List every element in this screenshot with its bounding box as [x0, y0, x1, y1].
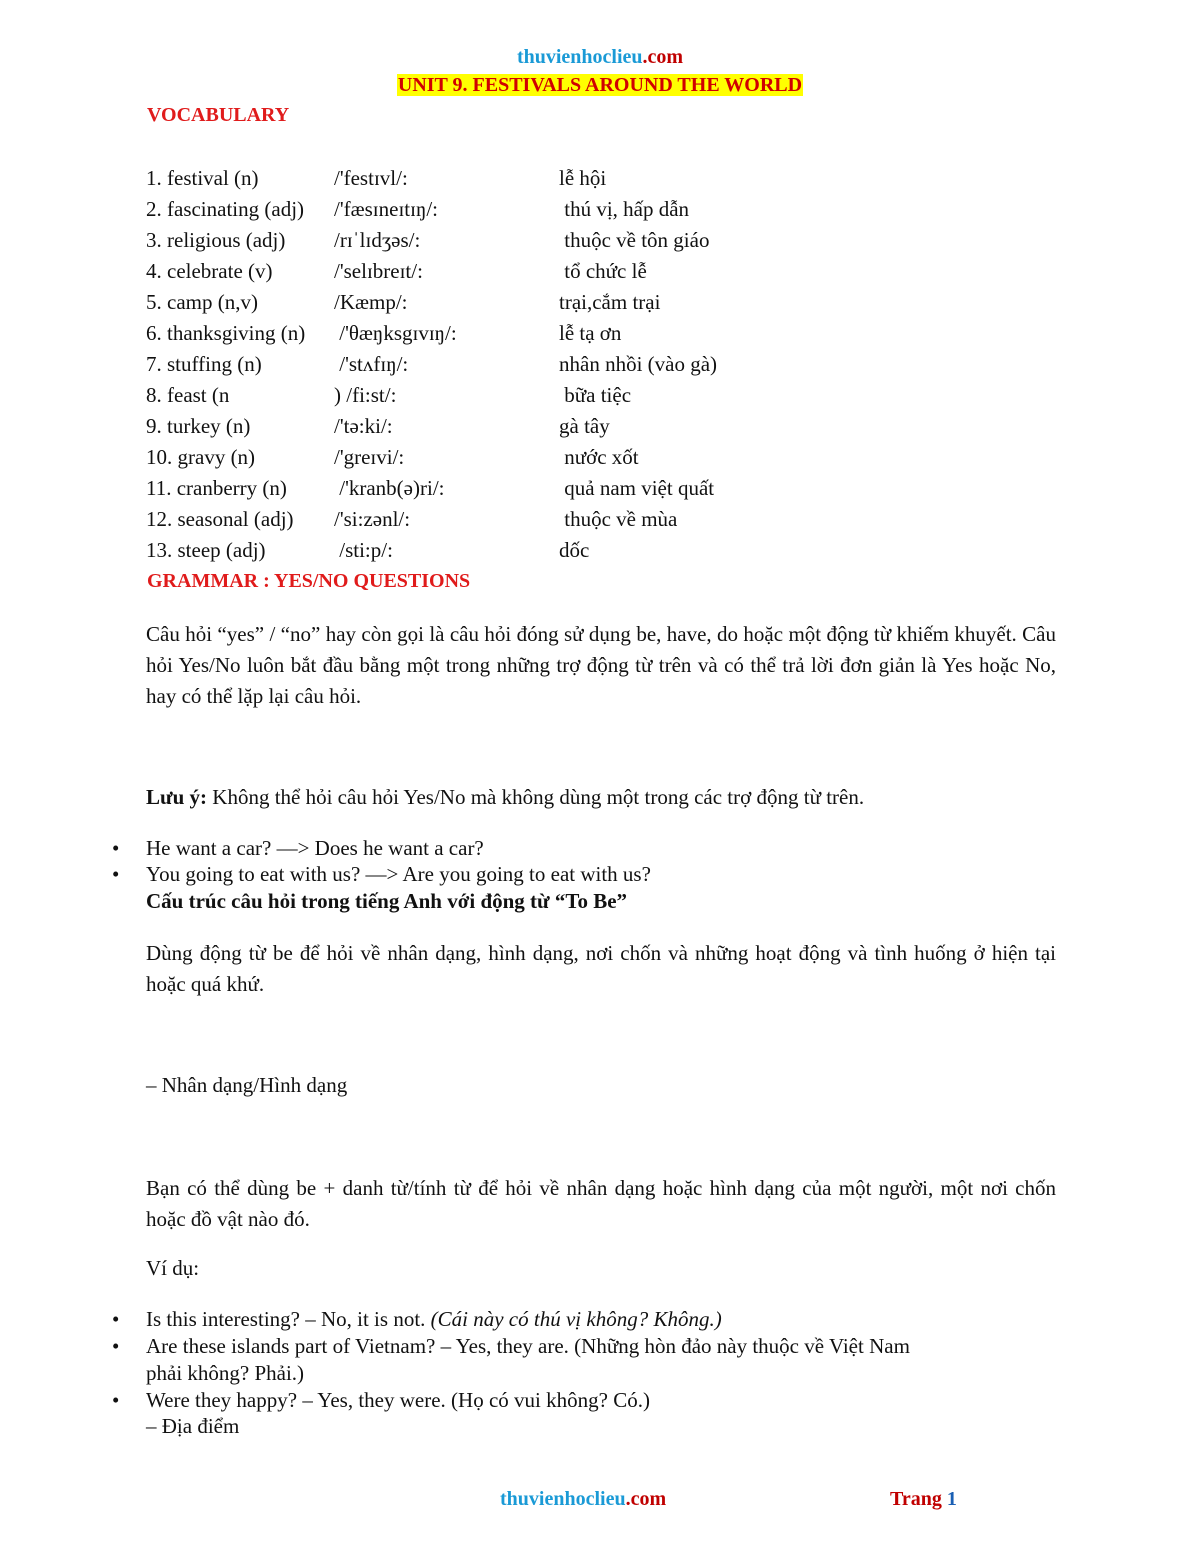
identity-text: Bạn có thể dùng be + danh từ/tính từ để hỏi về nhân dạng hoặc hình dạng của một người, một nơi chốn hoặc đồ vật nào đó. — [146, 1176, 1056, 1231]
vocabulary-meaning: trại,cắm trại — [559, 290, 661, 314]
vocabulary-word: 10. gravy (n) — [146, 445, 256, 469]
vocabulary-meaning: thuộc về mùa — [559, 507, 678, 531]
vocabulary-ipa: /sti:p/: — [334, 538, 393, 562]
tobe-heading: Cấu trúc câu hỏi trong tiếng Anh với động từ “To Be” — [146, 889, 628, 913]
header-site-name — [0, 46, 1200, 69]
vocabulary-row — [146, 352, 846, 383]
place-heading: – Địa điểm — [146, 1414, 240, 1438]
example-1 — [146, 1307, 722, 1332]
vocabulary-row — [146, 321, 846, 352]
grammar-intro: Câu hỏi “yes” / “no” hay còn gọi là câu hỏi đóng sử dụng be, have, do hoặc một động từ khiếm khuyết. Câu hỏi Yes/No luôn bắt đầu bằng một trong những trợ động từ trên và có thể trả lời đơn giản là Yes hoặc No, hay có thể lặp lại câu hỏi. — [146, 622, 1056, 708]
vocabulary-row — [146, 445, 846, 476]
example-label: Ví dụ: — [146, 1256, 200, 1280]
example-2-line2: phải không? Phải.) — [146, 1361, 305, 1385]
vocabulary-row — [146, 197, 846, 228]
tobe-text: Dùng động từ be để hỏi về nhân dạng, hình dạng, nơi chốn và những hoạt động và tình huống ở hiện tại hoặc quá khứ. — [146, 941, 1056, 996]
vocabulary-meaning: nước xốt — [559, 445, 639, 469]
vocabulary-ipa: /rɪˈlɪdʒəs/: — [334, 228, 421, 252]
example-2-line1: Are these islands part of Vietnam? – Yes, they are. (Những hòn đảo này thuộc về Việt Nam — [146, 1334, 910, 1358]
vocabulary-word: 2. fascinating (adj) — [146, 197, 305, 221]
vocabulary-row — [146, 414, 846, 445]
vocabulary-word: 1. festival (n) — [146, 166, 259, 190]
vocabulary-word: 12. seasonal (adj) — [146, 507, 294, 531]
vocabulary-row — [146, 290, 846, 321]
page-number-value: 1 — [946, 1488, 957, 1510]
vocabulary-meaning: lễ hội — [559, 166, 607, 190]
vocabulary-ipa: /'si:zənl/: — [334, 507, 411, 531]
vocabulary-meaning: dốc — [559, 538, 590, 562]
unit-title-text: UNIT 9. FESTIVALS AROUND THE WORLD — [397, 74, 803, 96]
identity-heading: – Nhân dạng/Hình dạng — [146, 1073, 348, 1097]
unit-title — [0, 72, 1200, 97]
vocabulary-word: 5. camp (n,v) — [146, 290, 258, 314]
vocabulary-word: 9. turkey (n) — [146, 414, 251, 438]
vocabulary-ipa: /'tə:ki/: — [334, 414, 393, 438]
note-label: Lưu ý: — [146, 785, 208, 809]
example-1-main: Is this interesting? – No, it is not. — [146, 1307, 431, 1331]
vocabulary-row — [146, 166, 846, 197]
vocabulary-meaning: quả nam việt quất — [559, 476, 715, 500]
footer-site-name-part2: .com — [625, 1488, 667, 1510]
vocabulary-meaning: bữa tiệc — [559, 383, 632, 407]
example-3: Were they happy? – Yes, they were. (Họ có vui không? Có.) — [146, 1388, 650, 1412]
vocabulary-meaning: thú vị, hấp dẫn — [559, 197, 690, 221]
vocabulary-word: 6. thanksgiving (n) — [146, 321, 306, 345]
vocabulary-ipa: /'kranb(ə)ri/: — [334, 476, 445, 500]
page-number — [890, 1488, 957, 1511]
vocabulary-meaning: thuộc về tôn giáo — [559, 228, 710, 252]
vocabulary-meaning: nhân nhồi (vào gà) — [559, 352, 718, 376]
vocabulary-ipa: ) /fi:st/: — [334, 383, 397, 407]
vocabulary-meaning: gà tây — [559, 414, 610, 438]
bullet-text: You going to eat with us? —> Are you going to eat with us? — [146, 862, 651, 886]
vocabulary-row — [146, 476, 846, 507]
note-text: Không thể hỏi câu hỏi Yes/No mà không dùng một trong các trợ động từ trên. — [207, 785, 865, 809]
page-label: Trang — [890, 1488, 947, 1510]
vocabulary-meaning: lễ tạ ơn — [559, 321, 622, 345]
vocabulary-ipa: /'θæŋksgɪvɪŋ/: — [334, 321, 457, 345]
bullet-text: He want a car? —> Does he want a car? — [146, 836, 484, 860]
vocabulary-word: 8. feast (n — [146, 383, 230, 407]
vocabulary-heading: VOCABULARY — [147, 104, 290, 126]
vocabulary-meaning: tổ chức lễ — [559, 259, 647, 283]
vocabulary-ipa: /'selɪbreɪt/: — [334, 259, 423, 283]
vocabulary-ipa: /'stʌfɪŋ/: — [334, 352, 409, 376]
vocabulary-word: 11. cranberry (n) — [146, 476, 287, 500]
vocabulary-ipa: /'fæsɪneɪtɪŋ/: — [334, 197, 439, 221]
vocabulary-word: 7. stuffing (n) — [146, 352, 262, 376]
example-1-translation: (Cái này có thú vị không? Không.) — [430, 1307, 722, 1331]
footer-site-name-part1: thuvienhoclieu — [500, 1488, 626, 1510]
vocabulary-ipa: /'festɪvl/: — [334, 166, 408, 190]
vocabulary-row — [146, 228, 846, 259]
note-paragraph — [146, 785, 864, 810]
header-site-name-part1: thuvienhoclieu — [516, 46, 643, 68]
footer-site-name — [500, 1488, 666, 1511]
vocabulary-word: 3. religious (adj) — [146, 228, 286, 252]
vocabulary-row — [146, 383, 846, 414]
header-site-name-part2: .com — [642, 46, 684, 68]
vocabulary-row — [146, 259, 846, 290]
vocabulary-row — [146, 507, 846, 538]
vocabulary-word: 4. celebrate (v) — [146, 259, 273, 283]
vocabulary-ipa: /'greɪvi/: — [334, 445, 405, 469]
vocabulary-row — [146, 538, 846, 569]
vocabulary-word: 13. steep (adj) — [146, 538, 266, 562]
vocabulary-ipa: /Kæmp/: — [334, 290, 408, 314]
grammar-heading: GRAMMAR : YES/NO QUESTIONS — [147, 570, 471, 592]
